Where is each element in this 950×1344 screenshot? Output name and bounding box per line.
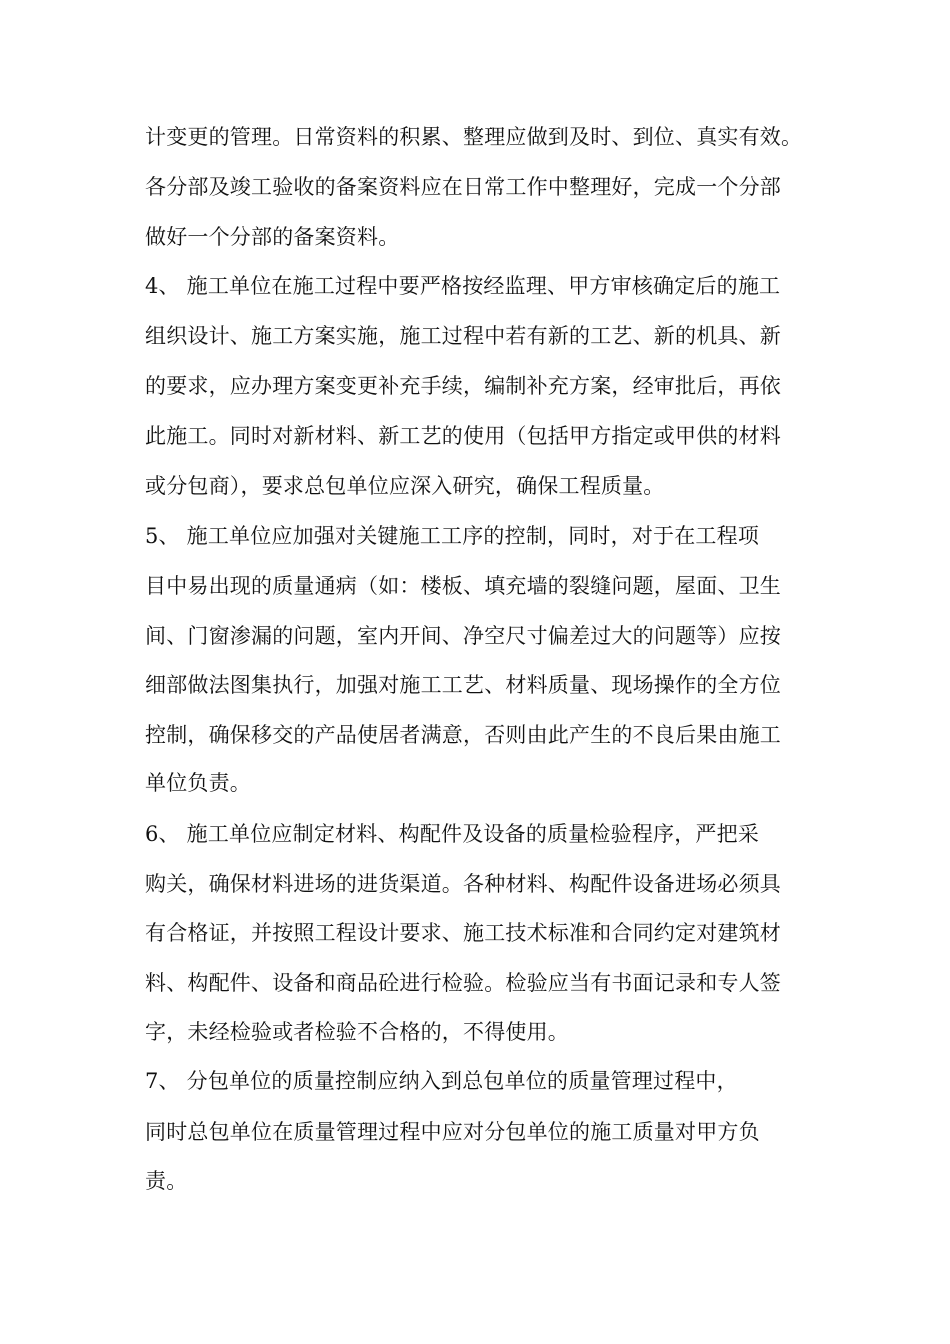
text-line: 做好一个分部的备案资料。 <box>145 225 400 249</box>
text-line: 字，未经检验或者检验不合格的，不得使用。 <box>145 1020 569 1044</box>
text-line: 计变更的管理。日常资料的积累、整理应做到及时、到位、真实有效。 <box>145 125 803 149</box>
text-line: 同时总包单位在质量管理过程中应对分包单位的施工质量对甲方负 <box>145 1120 760 1144</box>
text-line: 组织设计、施工方案实施，施工过程中若有新的工艺、新的机具、新 <box>145 324 781 348</box>
text-line: 购关，确保材料进场的进货渠道。各种材料、构配件设备进场必须具 <box>145 872 781 896</box>
text-line: 此施工。同时对新材料、新工艺的使用（包括甲方指定或甲供的材料 <box>145 424 781 448</box>
text-line: 6、 施工单位应制定材料、构配件及设备的质量检验程序，严把采 <box>145 822 760 846</box>
text-line: 责。 <box>145 1169 188 1193</box>
text-line: 7、 分包单位的质量控制应纳入到总包单位的质量管理过程中， <box>145 1069 738 1093</box>
text-line: 细部做法图集执行，加强对施工工艺、材料质量、现场操作的全方位 <box>145 673 781 697</box>
text-line: 各分部及竣工验收的备案资料应在日常工作中整理好，完成一个分部 <box>145 175 781 199</box>
text-line: 控制，确保移交的产品使居者满意，否则由此产生的不良后果由施工 <box>145 723 781 747</box>
text-line: 目中易出现的质量通病（如：楼板、填充墙的裂缝问题，屋面、卫生 <box>145 574 781 598</box>
text-line: 料、构配件、设备和商品砼进行检验。检验应当有书面记录和专人签 <box>145 971 781 995</box>
text-line: 有合格证，并按照工程设计要求、施工技术标准和合同约定对建筑材 <box>145 921 781 945</box>
text-line: 或分包商），要求总包单位应深入研究，确保工程质量。 <box>145 474 665 498</box>
text-line: 单位负责。 <box>145 771 251 795</box>
text-line: 4、 施工单位在施工过程中要严格按经监理、甲方审核确定后的施工 <box>145 274 781 298</box>
text-line: 5、 施工单位应加强对关键施工工序的控制，同时，对于在工程项 <box>145 524 760 548</box>
text-line: 的要求，应办理方案变更补充手续，编制补充方案，经审批后，再依 <box>145 374 781 398</box>
text-line: 间、门窗渗漏的问题，室内开间、净空尺寸偏差过大的问题等）应按 <box>145 624 781 648</box>
